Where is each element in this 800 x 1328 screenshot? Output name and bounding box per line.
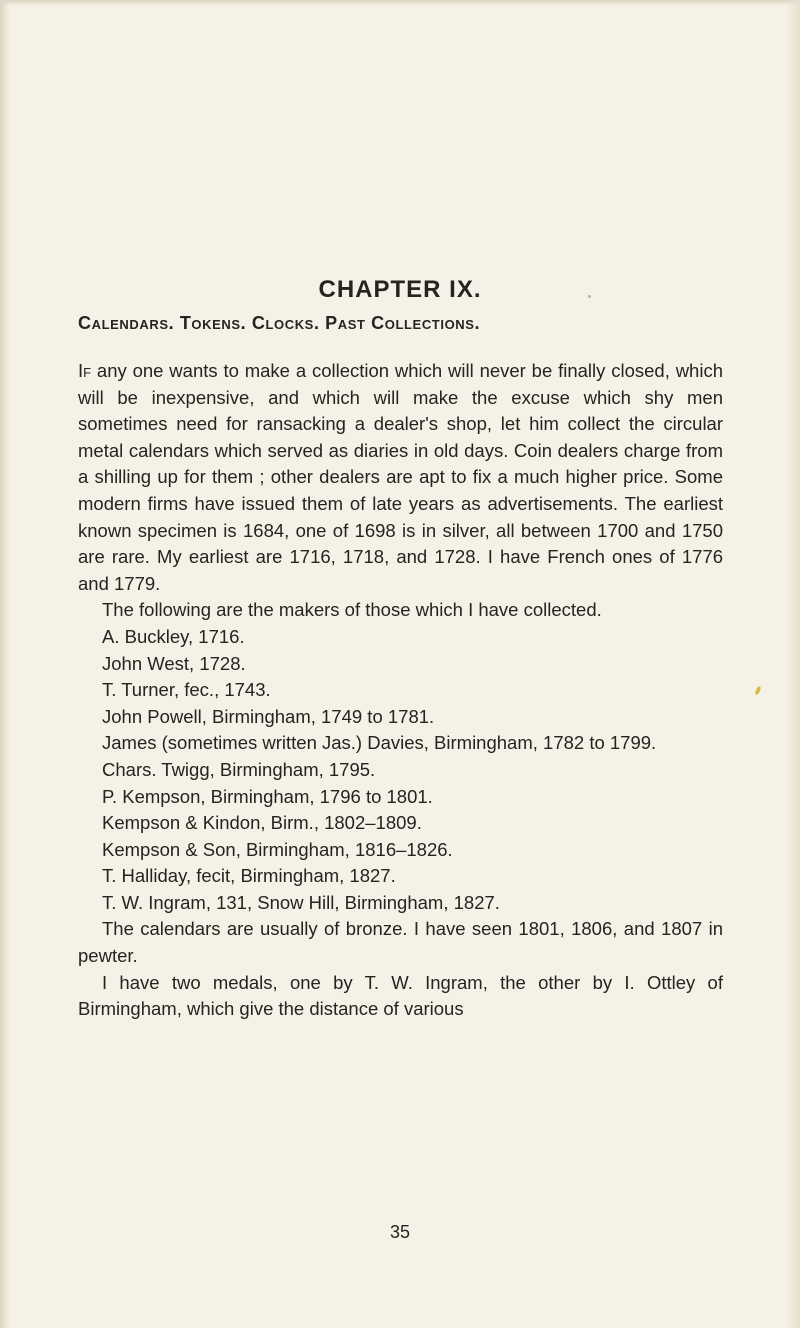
maker-item: T. Halliday, fecit, Birmingham, 1827. [102,865,396,887]
maker-item: Chars. Twigg, Birmingham, 1795. [102,758,376,780]
maker-item: Kempson & Son, Birmingham, 1816–1826. [102,838,453,860]
maker-item: T. W. Ingram, 131, Snow Hill, Birmingham, 1827. [102,891,500,913]
body-text [78,358,723,1023]
page-top-edge-shadow [0,0,800,6]
maker-item: Kempson & Kindon, Birm., 1802–1809. [102,812,422,834]
makers-intro-paragraph: The following are the makers of those which I have collected. [102,599,602,621]
intro-paragraph-text: any one wants to make a collection which will never be finally closed, which will be inexpensive, and which will make the excuse which shy men sometimes need for ransacking a dealer's shop, let him collect the circular metal calendars which served as diaries in old days. Coin dealers charge from a shilling up for them ; other dealers are apt to fix a much higher price. Some modern firms have issued them of late years as advertisements. The earliest known specimen is 1684, one of 1698 is in silver, all between 1700 and 1750 are rare. My earliest are 1716, 1718, and 1728. I have French ones of 1776 and 1779. [78,360,723,594]
paper-speck [588,295,591,298]
chapter-title: CHAPTER IX. [318,276,482,303]
maker-item: James (sometimes written Jas.) Davies, Birmingham, 1782 to 1799. [102,732,657,754]
bronze-paragraph: The calendars are usually of bronze. I have seen 1801, 1806, and 1807 in pewter. [78,918,723,967]
maker-item: T. Turner, fec., 1743. [102,679,271,701]
maker-item: P. Kempson, Birmingham, 1796 to 1801. [102,785,433,807]
page-right-edge-shadow [786,0,800,1328]
paper-speck [754,686,761,696]
maker-item: John West, 1728. [102,652,246,674]
medals-paragraph: I have two medals, one by T. W. Ingram, the other by I. Ottley of Birmingham, which give the distance of various [78,971,723,1020]
chapter-subtitle-text: Calendars. Tokens. Clocks. Past Collections. [78,313,481,333]
page-left-edge-shadow [0,0,10,1328]
intro-first-word: If [78,360,92,381]
page-number: 35 [389,1222,411,1242]
maker-item: A. Buckley, 1716. [102,625,245,647]
maker-item: John Powell, Birmingham, 1749 to 1781. [102,705,435,727]
makers-list [78,624,723,917]
chapter-subtitle [78,313,728,334]
intro-paragraph [78,358,723,597]
